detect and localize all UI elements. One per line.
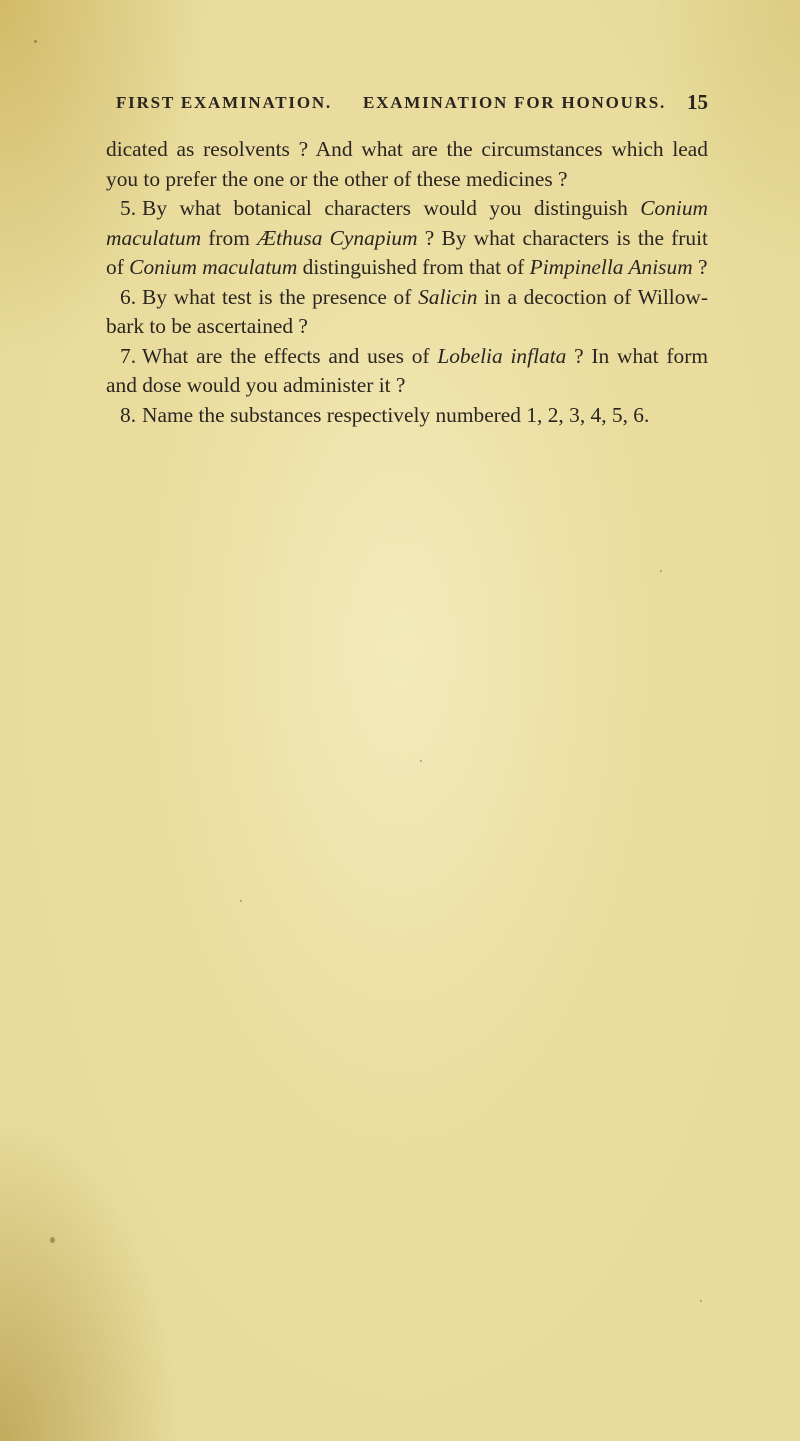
paper-speck — [660, 570, 662, 572]
question-text: ? By what characters is the fruit of — [106, 225, 708, 279]
paper-speck — [34, 40, 37, 43]
species-name: Pimpinella Anisum — [529, 255, 693, 279]
question-text: ? In what form and dose would you administer it ? — [106, 343, 708, 397]
question-number: 5. — [120, 196, 137, 220]
paper-speck — [50, 1237, 55, 1243]
running-head — [106, 88, 708, 118]
question-text: By what botanical characters would you distinguish — [142, 196, 641, 220]
running-head-center: EXAMINATION FOR HONOURS. — [363, 93, 667, 112]
question-number: 8. — [120, 402, 137, 427]
compound-name: Salicin — [418, 284, 478, 309]
question-7 — [106, 342, 708, 401]
species-name: Conium maculatum — [106, 196, 708, 250]
page-body — [106, 135, 708, 430]
question-text: Name the substances respectively numbered 1, 2, 3, 4, 5, 6. — [142, 402, 650, 427]
question-8 — [106, 401, 708, 431]
question-text: By what test is the presence of — [142, 284, 419, 309]
paper-speck — [700, 1300, 702, 1302]
question-5 — [106, 194, 708, 283]
species-name: Lobelia inflata — [437, 343, 567, 368]
page-number: 15 — [687, 90, 708, 114]
question-text: distinguished from that of — [297, 255, 530, 279]
paper-speck — [240, 900, 242, 902]
species-name: Conium maculatum — [129, 255, 298, 279]
question-text: What are the effects and uses of — [142, 343, 438, 368]
species-name: Æthusa Cynapium — [257, 225, 418, 250]
question-text: in a decoction of Willow-bark to be ascertained ? — [106, 284, 708, 338]
question-number: 7. — [120, 343, 137, 368]
book-page — [106, 88, 708, 430]
question-text: from — [201, 225, 258, 250]
paper-speck — [420, 760, 422, 762]
running-head-left: FIRST EXAMINATION. — [116, 93, 332, 112]
question-text: ? — [692, 255, 708, 279]
continuation-paragraph: dicated as resolvents ? And what are the circumstances which lead you to prefer the one or the other of these medicines ? — [106, 137, 708, 191]
question-number: 6. — [120, 284, 137, 309]
question-6 — [106, 283, 708, 342]
